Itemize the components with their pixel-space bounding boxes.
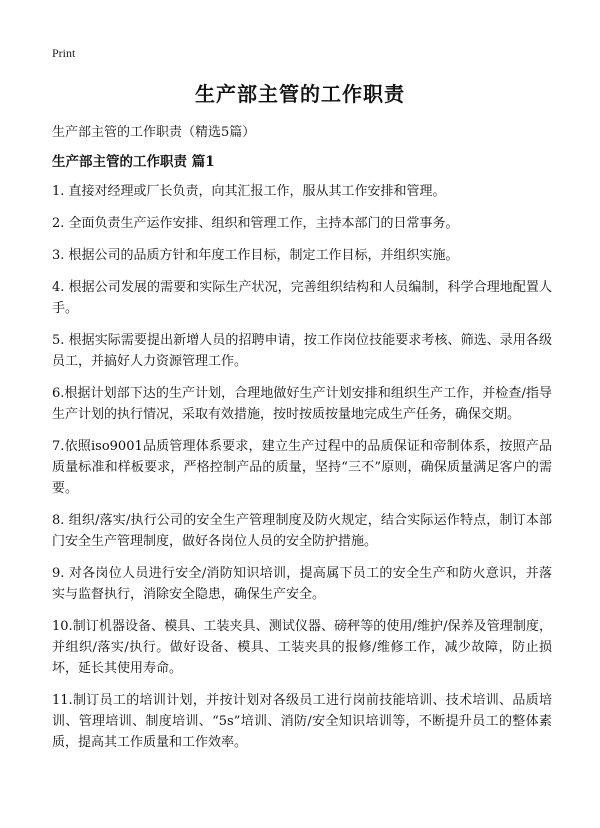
section-heading: 生产部主管的工作职责 篇1 [52, 154, 215, 170]
list-item: 5. 根据实际需要提出新增人员的招聘申请，按工作岗位技能要求考核、筛选、录用各级员工，并搞好人力资源管理工作。 [52, 333, 552, 369]
list-item: 2. 全面负责生产运作安排、组织和管理工作，主持本部门的日常事务。 [52, 216, 459, 231]
list-item: 7.依照iso9001品质管理体系要求，建立生产过程中的品质保证和帝制体系，按照产品质量标准和样板要求，严格控制产品的质量，坚持“三不”原则，确保质量满足客户的需要。 [52, 439, 552, 496]
document-subtitle: 生产部主管的工作职责（精选5篇） [52, 125, 256, 140]
list-item: 1. 直接对经理或厂长负责，向其汇报工作，服从其工作安排和管理。 [52, 184, 446, 199]
page-title: 生产部主管的工作职责 [195, 82, 405, 106]
list-item: 6.根据计划部下达的生产计划，合理地做好生产计划安排和组织生产工作，并检查/指导生产计划的执行情况，采取有效措施，按时按质按量地完成生产任务，确保交期。 [52, 386, 552, 422]
duty-list [52, 181, 552, 764]
list-item: 3. 根据公司的品质方针和年度工作目标，制定工作目标，并组织实施。 [52, 248, 459, 263]
print-label: Print [52, 46, 76, 60]
list-item: 11.制订员工的培训计划，并按计划对各级员工进行岗前技能培训、技术培训、品质培训、管理培训、制度培训、“5s”培训、消防/安全知识培训等，不断提升员工的整体素质，提高其工作质量和工作效率。 [52, 693, 552, 750]
list-item: 10.制订机器设备、模具、工装夹具、测试仪器、磅秤等的使用/维护/保养及管理制度，并组织/落实/执行。做好设备、模具、工装夹具的报修/维修工作，减少故障，防止损坏，延长其使用寿命。 [52, 619, 552, 676]
list-item: 9. 对各岗位人员进行安全/消防知识培训，提高属下员工的安全生产和防火意识，并落实与监督执行，消除安全隐患，确保生产安全。 [52, 566, 552, 602]
list-item: 8. 组织/落实/执行公司的安全生产管理制度及防火规定，结合实际运作特点，制订本部门安全生产管理制度，做好各岗位人员的安全防护措施。 [52, 513, 552, 549]
list-item: 4. 根据公司发展的需要和实际生产状况，完善组织结构和人员编制，科学合理地配置人手。 [52, 280, 552, 316]
